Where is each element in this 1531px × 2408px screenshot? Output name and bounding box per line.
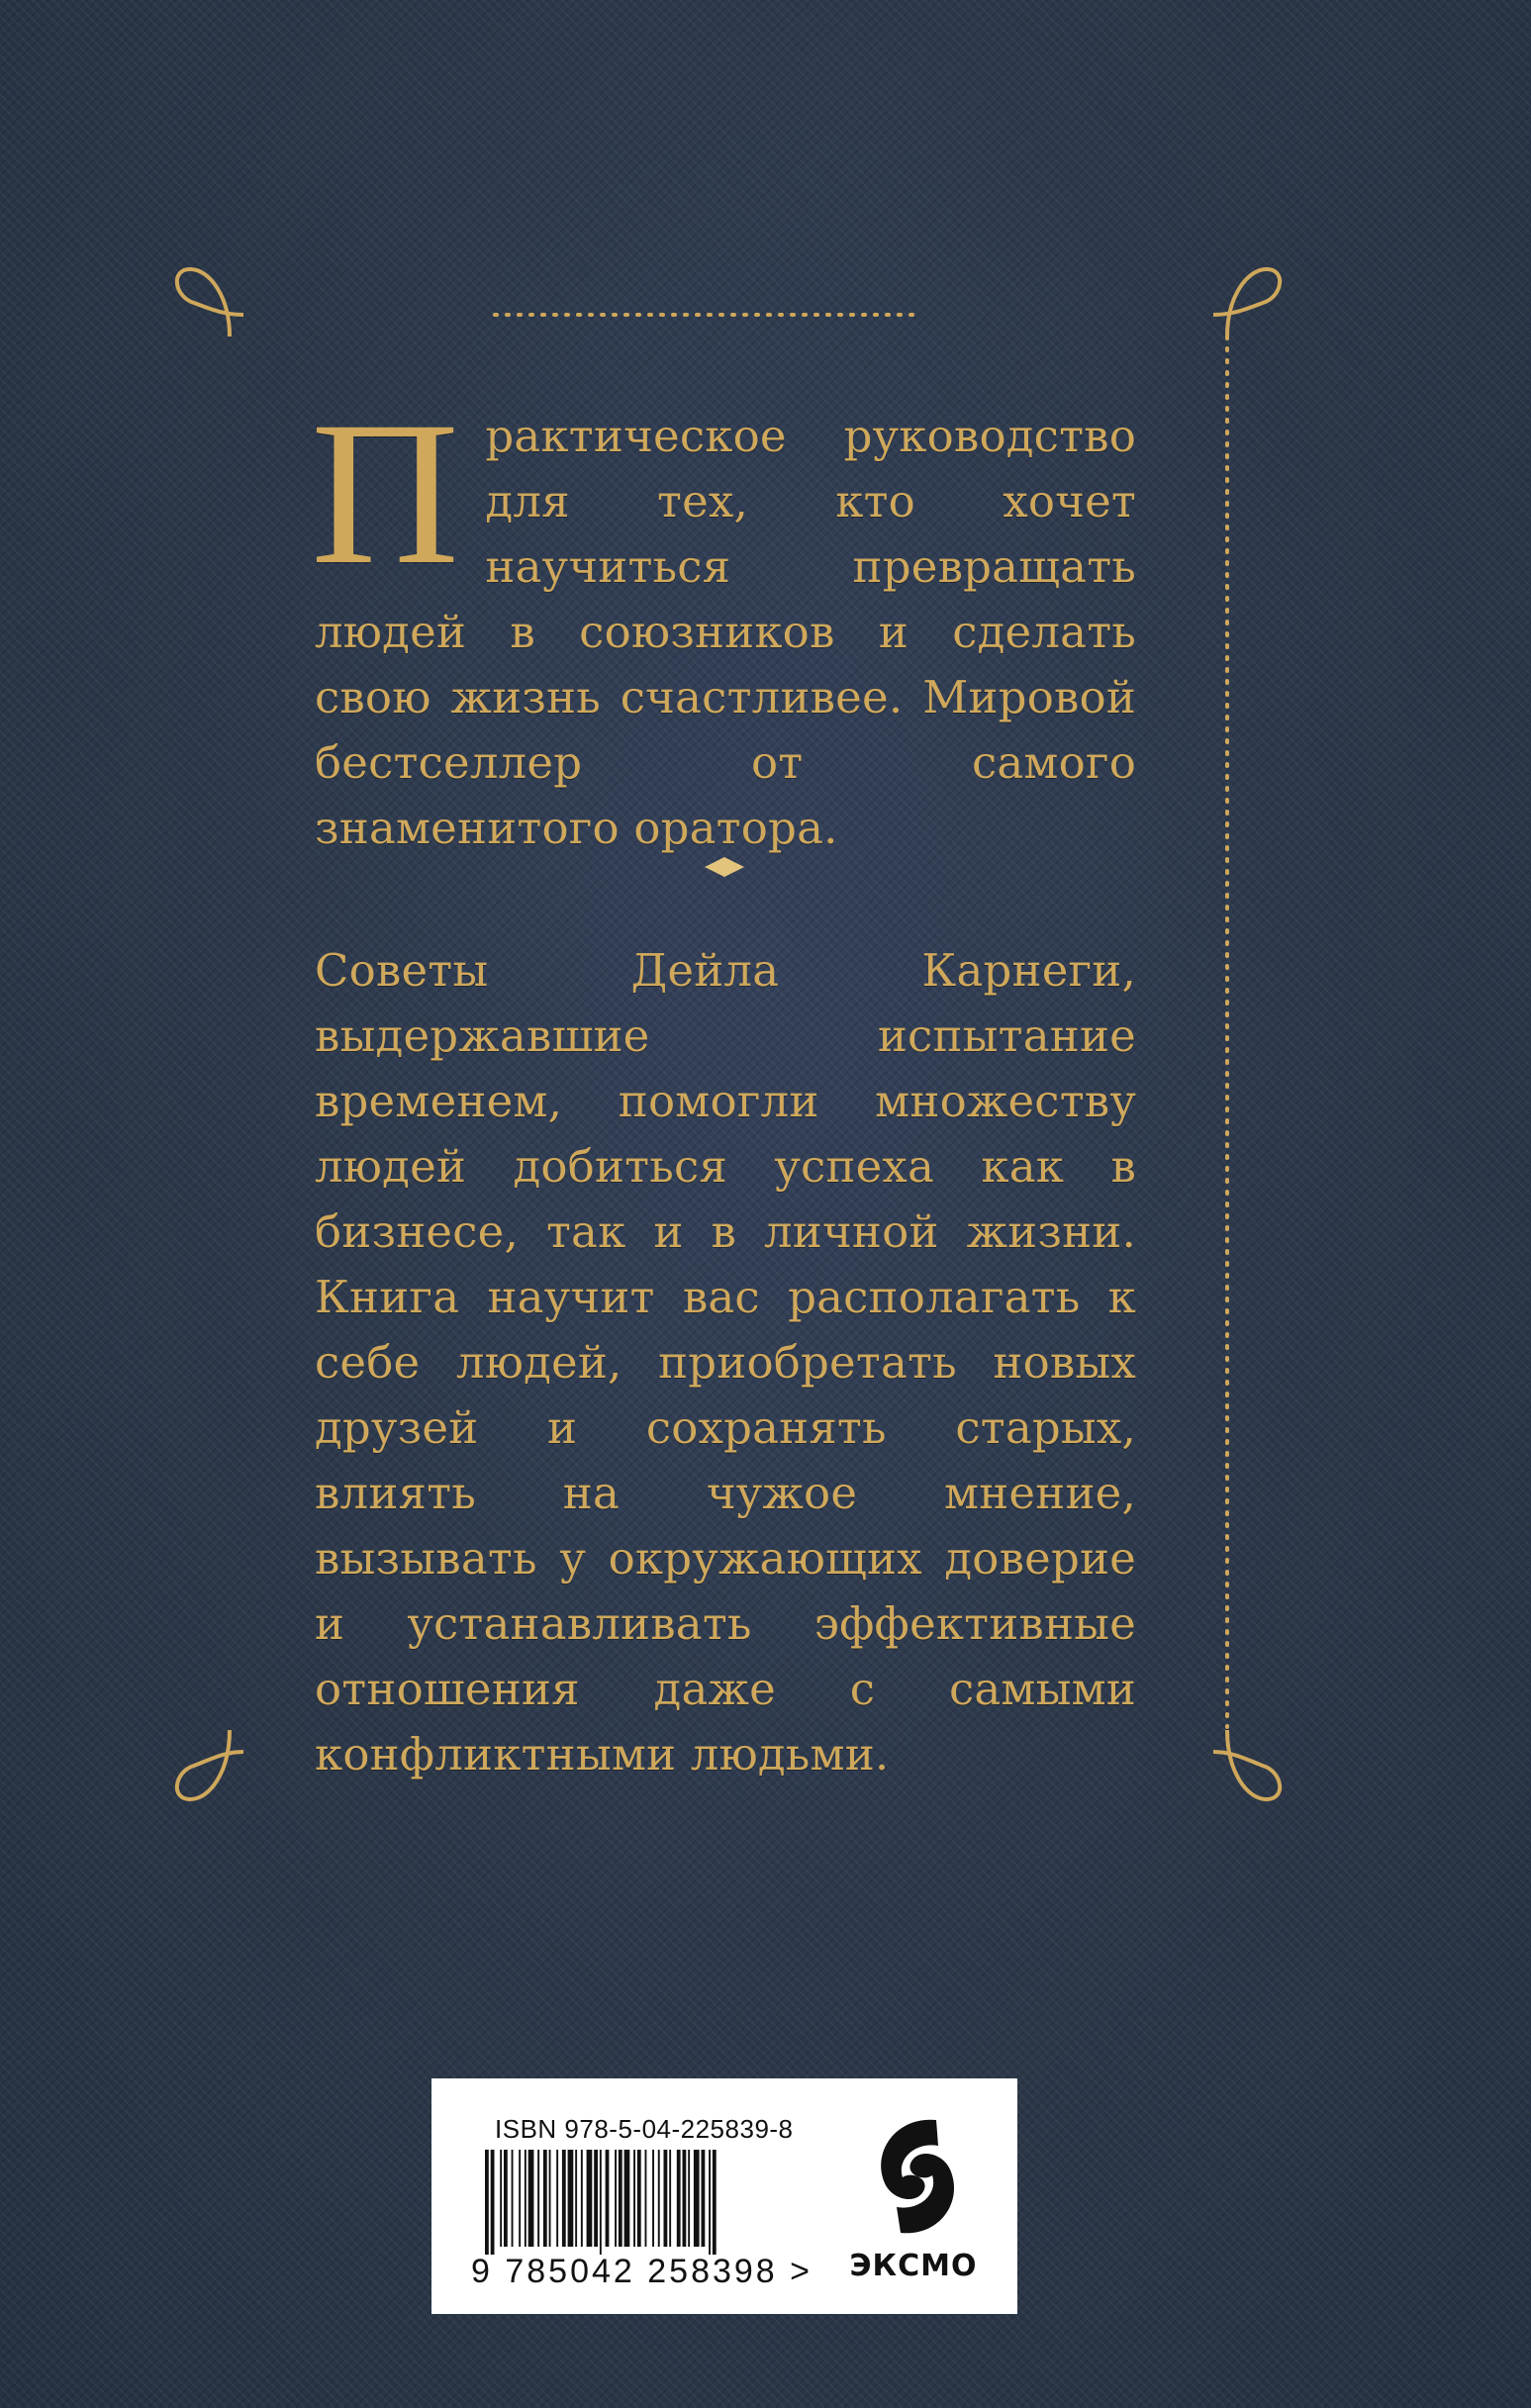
- corner-curl-top-right-icon: [1213, 269, 1280, 337]
- barcode-bar: [504, 2150, 508, 2247]
- publisher-logo-text: ЭКСМО: [849, 2249, 978, 2283]
- barcode-bar: [519, 2150, 521, 2247]
- corner-curl-top-left-icon: [177, 269, 243, 337]
- barcode-bar: [575, 2150, 577, 2247]
- barcode-bar: [556, 2150, 558, 2247]
- paragraph-1-text: рактическое руководство для тех, кто хочет научиться превращать людей в союзников и сделать свою жизнь счастливее. Мировой бестселлер от самого знаменитого оратора.: [315, 410, 1136, 854]
- description-paragraph-1: [311, 379, 1136, 861]
- barcode-bar: [485, 2150, 489, 2255]
- barcode-bar: [543, 2150, 547, 2247]
- barcode-bar: [694, 2150, 700, 2247]
- barcode-bar: [562, 2150, 566, 2247]
- barcode-bar: [664, 2150, 668, 2247]
- barcode-bars: [485, 2150, 792, 2255]
- barcode-bar: [645, 2150, 647, 2247]
- barcode-bar: [568, 2150, 574, 2247]
- dropcap-letter: П: [311, 379, 460, 607]
- barcode-bar: [652, 2150, 654, 2247]
- barcode-bar: [658, 2150, 660, 2247]
- barcode-bar: [633, 2150, 635, 2247]
- barcode-bar: [549, 2150, 551, 2247]
- barcode-bar: [637, 2150, 641, 2247]
- barcode-bar: [619, 2150, 622, 2247]
- barcode-bar: [688, 2150, 690, 2247]
- barcode-bar: [713, 2150, 717, 2255]
- barcode-bar: [525, 2150, 526, 2247]
- corner-curl-bottom-left-icon: [177, 1730, 243, 1799]
- barcode-bar: [512, 2150, 514, 2247]
- barcode-bar: [491, 2150, 495, 2255]
- barcode-bar: [500, 2150, 502, 2247]
- barcode-bar: [606, 2150, 610, 2247]
- barcode-bar: [600, 2150, 602, 2255]
- barcode-bar: [709, 2150, 711, 2255]
- isbn-label: ISBN 978-5-04-225839-8: [495, 2114, 794, 2144]
- barcode-bar: [581, 2150, 583, 2247]
- barcode-bar: [528, 2150, 534, 2247]
- barcode-bar: [677, 2150, 681, 2247]
- barcode-bar: [624, 2150, 630, 2247]
- barcode-bar: [537, 2150, 539, 2247]
- eksmo-logo-icon: [867, 2112, 966, 2241]
- barcode-bar: [615, 2150, 617, 2247]
- barcode-bar: [669, 2150, 671, 2247]
- barcode-panel: [431, 2078, 1017, 2314]
- barcode-bar: [702, 2150, 706, 2247]
- barcode-bar: [594, 2150, 598, 2247]
- description-paragraph-2: Советы Дейла Карнеги, выдержавшие испытание временем, помогли множеству людей добиться успеха как в бизнесе, так и в личной жизни. Книга научит вас располагать к себе людей, приобретать новых друзей и сохранять старых, влиять на чужое мнение, вызывать у окружающих доверие и устанавливать эффективные отношения даже с самыми конфликтными людьми.: [315, 944, 1136, 1781]
- corner-curl-bottom-right-icon: [1213, 1730, 1280, 1799]
- barcode-bar: [683, 2150, 687, 2247]
- barcode-bar: [587, 2150, 593, 2247]
- barcode-digits: 9 785042 258398 >: [471, 2253, 813, 2290]
